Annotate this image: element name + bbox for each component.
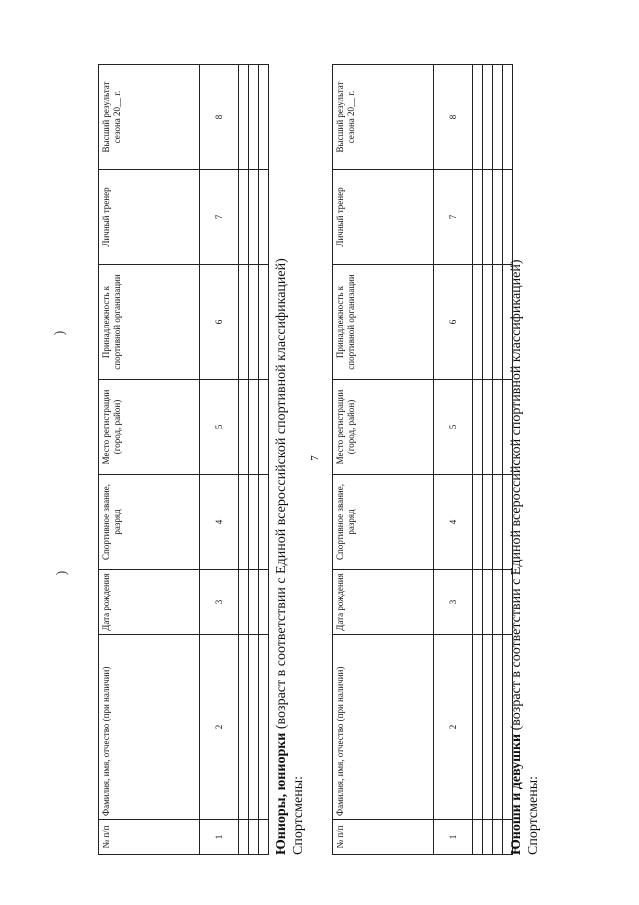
col-header-birthdate: Дата рождения [99, 570, 200, 635]
column-number: 5 [200, 380, 239, 475]
section-title-youth [508, 259, 525, 855]
column-number: 7 [434, 170, 473, 265]
section-subtitle-youth: Спортсмены: [526, 775, 541, 855]
column-number: 3 [200, 570, 239, 635]
column-number: 3 [434, 570, 473, 635]
col-header-coach: Личный тренер [99, 170, 200, 265]
column-number: 4 [434, 475, 473, 570]
col-header-num: № п/п [333, 820, 434, 855]
column-number: 6 [200, 265, 239, 380]
section-title-rest: (возраст в соответствии с Единой всероссийской спортивной классификацией) [274, 258, 289, 733]
table-row [239, 65, 249, 855]
section-title-bold: Юниоры, юниорки [274, 732, 289, 855]
col-header-organization: Принадлежность к спортивной организации [333, 265, 434, 380]
table-previous [98, 64, 269, 855]
column-number: 6 [434, 265, 473, 380]
col-header-rank: Спортивное звание, разряд [99, 475, 200, 570]
scan-mark: ) [52, 330, 68, 336]
col-header-registration: Место регистрации (город, район) [99, 380, 200, 475]
table-row [483, 65, 493, 855]
col-header-rank: Спортивное звание, разряд [333, 475, 434, 570]
column-number: 1 [434, 820, 473, 855]
column-number: 5 [434, 380, 473, 475]
col-header-best-result: Высший результат сезона 20__ г. [99, 65, 200, 170]
column-number-row [200, 65, 239, 855]
col-header-best-result: Высший результат сезона 20__ г. [333, 65, 434, 170]
table-row [493, 65, 503, 855]
col-header-organization: Принадлежность к спортивной организации [99, 265, 200, 380]
table-row [259, 65, 269, 855]
col-header-coach: Личный тренер [333, 170, 434, 265]
column-number: 8 [200, 65, 239, 170]
section-title-rest: (возраст в соответствии с Единой всероссийской спортивной классификацией) [509, 259, 524, 734]
column-number: 1 [200, 820, 239, 855]
table-header-row [99, 65, 200, 855]
column-number: 8 [434, 65, 473, 170]
scan-mark: ) [54, 570, 70, 576]
table-header-row [333, 65, 434, 855]
col-header-fio: Фамилия, имя, отчество (при наличии) [99, 635, 200, 820]
col-header-fio: Фамилия, имя, отчество (при наличии) [333, 635, 434, 820]
column-number-row [434, 65, 473, 855]
rotated-sheet [0, 55, 639, 855]
col-header-num: № п/п [99, 820, 200, 855]
column-number: 2 [434, 635, 473, 820]
column-number: 2 [200, 635, 239, 820]
column-number: 7 [200, 170, 239, 265]
page-number: 7 [308, 455, 321, 461]
section-subtitle-juniors: Спортсмены: [291, 775, 306, 855]
section-title-bold: Юноши и девушки [509, 733, 524, 855]
col-header-registration: Место регистрации (город, район) [333, 380, 434, 475]
table-row [473, 65, 483, 855]
column-number: 4 [200, 475, 239, 570]
table-juniors [332, 64, 513, 855]
section-title-juniors [273, 258, 290, 855]
table-row [249, 65, 259, 855]
col-header-birthdate: Дата рождения [333, 570, 434, 635]
